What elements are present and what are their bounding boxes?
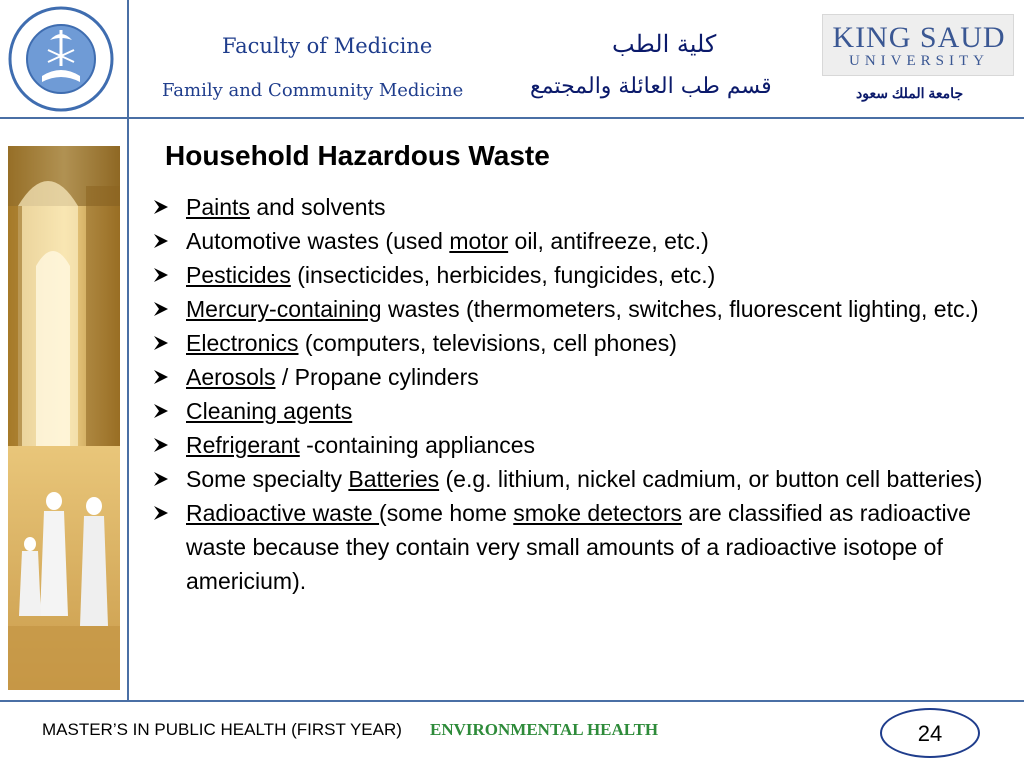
bullet-keyword: Aerosols [186,364,276,390]
bullet-keyword: Paints [186,194,250,220]
page-number: 24 [917,721,943,746]
bullet-item [148,326,988,360]
ksu-logo-subname: UNIVERSITY [849,53,989,69]
bullet-item [148,360,988,394]
bullet-arrow-icon [152,369,170,385]
bullet-text: and solvents [249,194,386,220]
bullet-item [148,462,988,496]
header-divider [0,117,1024,119]
bullet-item [148,224,988,258]
bullet-arrow-icon [152,403,170,419]
bullet-text: (e.g. lithium, nickel cadmium, or button cell batteries) [439,466,983,492]
bullet-keyword: Cleaning agents [186,398,353,424]
department-title: Family and Community Medicine [162,80,464,101]
bullet-text: / Propane cylinders [275,364,479,390]
bullet-list [148,190,988,598]
page-number-badge [880,708,980,758]
faculty-title-arabic: كلية الطب [612,30,717,58]
bullet-item [148,394,988,428]
bullet-text: wastes (thermometers, switches, fluorescent lighting, etc.) [381,296,979,322]
footer-divider [0,700,1024,702]
department-title-arabic: قسم طب العائلة والمجتمع [530,74,772,99]
bullet-arrow-icon [152,335,170,351]
module-name: ENVIRONMENTAL HEALTH [430,720,659,739]
bullet-item [148,190,988,224]
ksu-logo-name: KING SAUD [832,21,1006,54]
bullet-item [148,258,988,292]
left-divider [127,0,129,700]
bullet-arrow-icon [152,505,170,521]
bullet-text: (some home [379,500,514,526]
ksu-seal-icon [8,6,114,112]
bullet-text: Some specialty [186,466,349,492]
bullet-item [148,292,988,326]
ksu-logo [822,14,1014,76]
bullet-text: Automotive wastes (used [186,228,450,254]
bullet-keyword: Refrigerant [186,432,300,458]
bullet-item [148,428,988,462]
bullet-keyword: Mercury-containing [186,296,382,322]
bullet-keyword: Batteries [348,466,440,492]
slide-title: Household Hazardous Waste [165,140,550,171]
faculty-title: Faculty of Medicine [222,34,433,58]
bullet-arrow-icon [152,199,170,215]
bullet-text: (computers, televisions, cell phones) [298,330,677,356]
bullet-arrow-icon [152,267,170,283]
bullet-arrow-icon [152,471,170,487]
bullet-keyword: Radioactive waste [186,500,380,526]
bullet-text: oil, antifreeze, etc.) [508,228,709,254]
bullet-text: (insecticides, herbicides, fungicides, etc.) [290,262,716,288]
course-name: MASTER’S IN PUBLIC HEALTH (FIRST YEAR) [42,720,402,739]
university-name-arabic: جامعة الملك سعود [856,85,964,101]
bullet-arrow-icon [152,233,170,249]
campus-photo [8,146,120,690]
bullet-text: -containing appliances [299,432,536,458]
bullet-text: are classified as radioactive waste because they contain very small amounts of a radioactive isotope of americium). [186,500,971,594]
bullet-arrow-icon [152,437,170,453]
bullet-arrow-icon [152,301,170,317]
bullet-keyword: Pesticides [186,262,291,288]
bullet-item [148,496,988,598]
bullet-keyword: motor [449,228,509,254]
bullet-keyword: Electronics [186,330,299,356]
bullet-keyword: smoke detectors [513,500,683,526]
